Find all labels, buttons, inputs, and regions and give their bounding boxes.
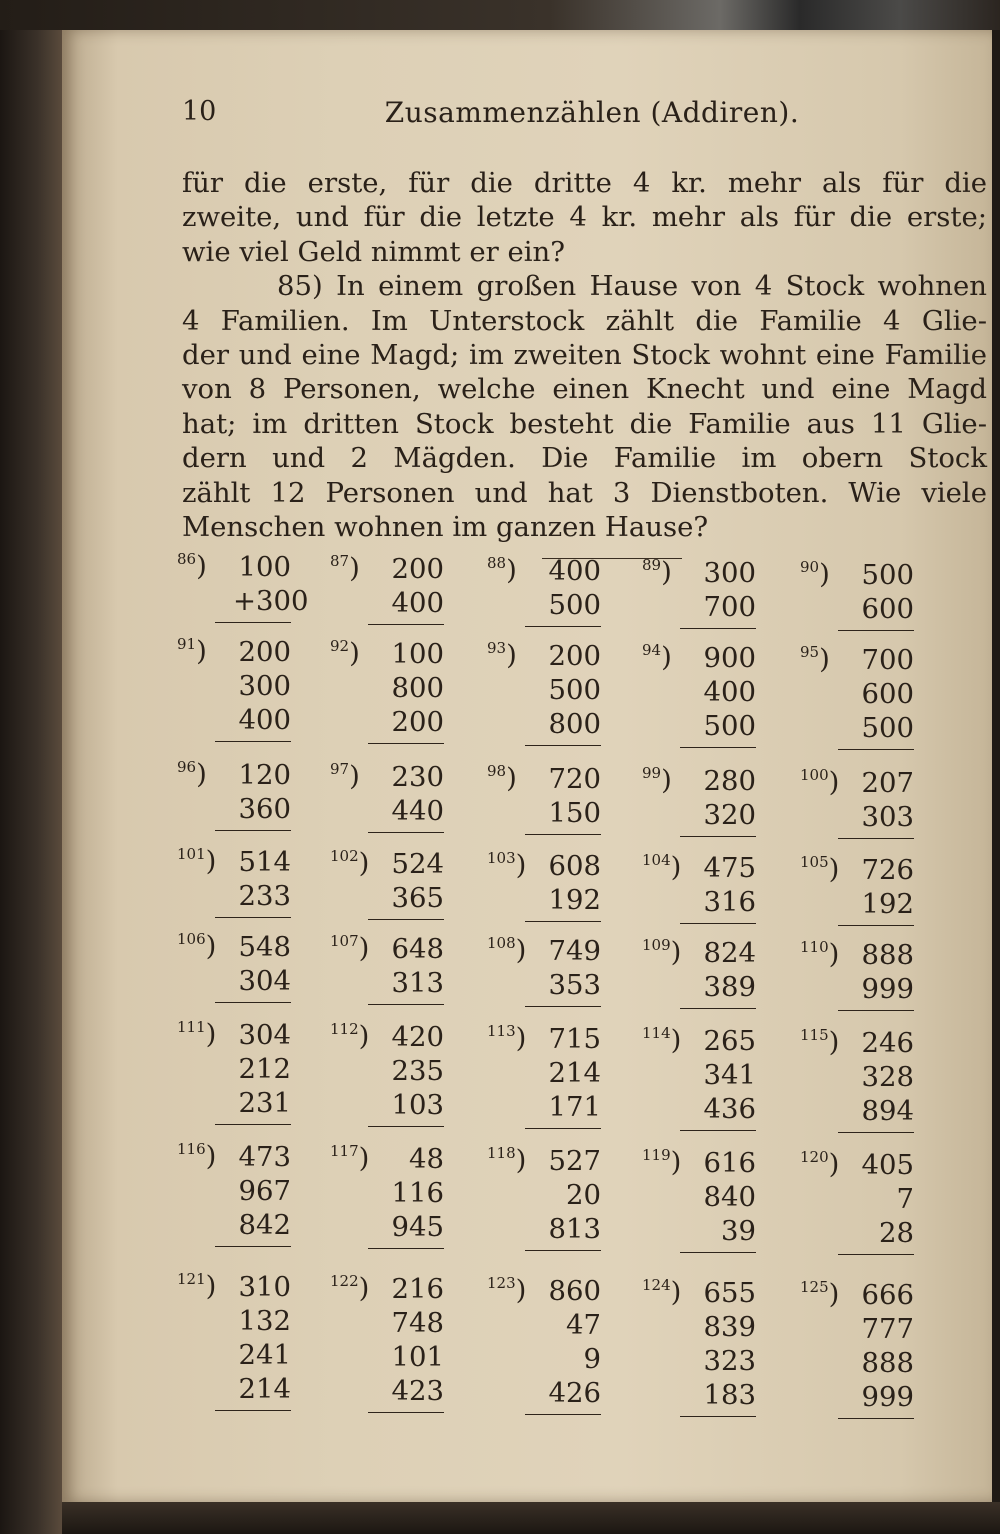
addend: 715	[548, 1023, 601, 1055]
addend: 303	[861, 801, 914, 833]
sum-rule	[368, 1248, 444, 1249]
addend: +300	[233, 585, 309, 617]
problem-number: $^{97}$)	[330, 760, 360, 792]
problem-number: $^{112}$)	[330, 1020, 370, 1052]
addend: 749	[548, 935, 601, 967]
book-bottom-edge	[62, 1502, 1000, 1534]
problem-number: $^{121}$)	[177, 1270, 217, 1302]
sum-rule	[680, 1252, 756, 1253]
addend: 47	[566, 1309, 601, 1341]
problem-addends	[856, 1026, 914, 1128]
sum-rule	[215, 1124, 291, 1125]
problem-addends	[856, 766, 914, 834]
problem-number: $^{108}$)	[487, 934, 527, 966]
addend: 436	[703, 1093, 756, 1125]
addend: 500	[548, 589, 601, 621]
problem-number: $^{113}$)	[487, 1022, 527, 1054]
sum-rule	[215, 917, 291, 918]
addend: 666	[861, 1279, 914, 1311]
sum-rule	[215, 1410, 291, 1411]
sum-rule	[368, 624, 444, 625]
sum-rule	[525, 834, 601, 835]
addend: 500	[548, 674, 601, 706]
addend: 231	[238, 1087, 291, 1119]
addend: 7	[896, 1183, 914, 1215]
sum-rule	[838, 1132, 914, 1133]
addend: 101	[391, 1341, 444, 1373]
addend: 616	[703, 1147, 756, 1179]
addend: 475	[703, 852, 756, 884]
addend: 655	[703, 1277, 756, 1309]
problem-addends	[856, 558, 914, 626]
problem-number: $^{104}$)	[642, 851, 682, 883]
addend: 473	[238, 1141, 291, 1173]
addend: 839	[703, 1311, 756, 1343]
problem-addends	[856, 1148, 914, 1250]
addend: 700	[861, 644, 914, 676]
problem-number: $^{98}$)	[487, 762, 517, 794]
addend: 313	[391, 967, 444, 999]
sum-rule	[838, 925, 914, 926]
problem-number: $^{118}$)	[487, 1144, 527, 1176]
addend: 888	[861, 1347, 914, 1379]
addend: 600	[861, 593, 914, 625]
problem-number: $^{93}$)	[487, 639, 517, 671]
problem-addends	[543, 1144, 601, 1246]
addend: 265	[703, 1025, 756, 1057]
problem-number: $^{125}$)	[800, 1278, 840, 1310]
book-page	[62, 30, 992, 1502]
text-line: Menschen wohnen im ganzen Hause?	[182, 511, 709, 544]
sum-rule	[368, 743, 444, 744]
text-line: von 8 Personen, welche einen Knecht und eine Magd	[182, 373, 987, 406]
problem-addends	[698, 1024, 756, 1126]
addend: 748	[391, 1307, 444, 1339]
problem-number: $^{91}$)	[177, 635, 207, 667]
problem-number: $^{89}$)	[642, 556, 672, 588]
addend: 800	[548, 708, 601, 740]
sum-rule	[680, 1008, 756, 1009]
problem-addends	[543, 762, 601, 830]
problem-addends	[386, 1020, 444, 1122]
text-line: wie viel Geld nimmt er ein?	[182, 235, 566, 268]
problem-addends	[386, 552, 444, 620]
addend: 400	[391, 587, 444, 619]
problem-addends	[233, 930, 291, 998]
sum-rule	[525, 745, 601, 746]
problem-number: $^{99}$)	[642, 764, 672, 796]
sum-rule	[215, 741, 291, 742]
problem-addends	[698, 936, 756, 1004]
addend: 116	[391, 1177, 444, 1209]
addend: 726	[861, 854, 914, 886]
addend: 420	[391, 1021, 444, 1053]
problem-number: $^{115}$)	[800, 1026, 840, 1058]
addend: 100	[391, 638, 444, 670]
problem-number: $^{123}$)	[487, 1274, 527, 1306]
problem-number: $^{117}$)	[330, 1142, 370, 1174]
problem-number: $^{114}$)	[642, 1024, 682, 1056]
addend: 999	[861, 1381, 914, 1413]
problem-addends	[698, 641, 756, 743]
addend: 316	[703, 886, 756, 918]
addend: 171	[548, 1091, 601, 1123]
addend: 888	[861, 939, 914, 971]
addend: 600	[861, 678, 914, 710]
addend: 524	[391, 848, 444, 880]
addend: 360	[238, 793, 291, 825]
addend: 945	[391, 1211, 444, 1243]
book-spine	[0, 30, 62, 1534]
problem-addends	[698, 764, 756, 832]
addend: 353	[548, 969, 601, 1001]
addend: 900	[703, 642, 756, 674]
problem-addends	[856, 853, 914, 921]
addend: 200	[391, 706, 444, 738]
page-number: 10	[182, 96, 217, 127]
addend: 860	[548, 1275, 601, 1307]
addend: 423	[391, 1375, 444, 1407]
addend: 241	[238, 1339, 291, 1371]
problem-addends	[543, 1022, 601, 1124]
sum-rule	[525, 1414, 601, 1415]
sum-rule	[525, 1006, 601, 1007]
addend: 39	[721, 1215, 756, 1247]
addend: 214	[238, 1373, 291, 1405]
addend: 150	[548, 797, 601, 829]
addend: 9	[583, 1343, 601, 1375]
problem-addends	[233, 635, 291, 737]
sum-rule	[368, 1004, 444, 1005]
addend: 648	[391, 933, 444, 965]
addend: 500	[703, 710, 756, 742]
problem-number: $^{122}$)	[330, 1272, 370, 1304]
addend: 192	[548, 884, 601, 916]
addend: 100	[238, 551, 291, 583]
addend: 300	[703, 557, 756, 589]
text-line: zählt 12 Personen und hat 3 Dienstboten. Wie viele	[182, 476, 987, 509]
problem-addends	[698, 851, 756, 919]
addend: 500	[861, 712, 914, 744]
addend: 700	[703, 591, 756, 623]
addend: 233	[238, 880, 291, 912]
problem-number: $^{86}$)	[177, 550, 207, 582]
problem-addends	[856, 1278, 914, 1414]
text-line: dern und 2 Mägden. Die Familie im obern Stock	[182, 442, 987, 475]
problem-addends	[543, 554, 601, 622]
addend: 500	[861, 559, 914, 591]
sum-rule	[680, 747, 756, 748]
problem-number: $^{95}$)	[800, 643, 830, 675]
sum-rule	[525, 1128, 601, 1129]
problem-addends	[698, 556, 756, 624]
addend: 280	[703, 765, 756, 797]
addend: 999	[861, 973, 914, 1005]
addition-problems	[62, 30, 992, 1502]
addend: 192	[861, 888, 914, 920]
problem-number: $^{111}$)	[177, 1018, 217, 1050]
sum-rule	[525, 921, 601, 922]
sum-rule	[680, 836, 756, 837]
addend: 48	[409, 1143, 444, 1175]
addend: 967	[238, 1175, 291, 1207]
addend: 120	[238, 759, 291, 791]
problem-number: $^{90}$)	[800, 558, 830, 590]
addend: 514	[238, 846, 291, 878]
problem-number: $^{87}$)	[330, 552, 360, 584]
problem-number: $^{100}$)	[800, 766, 840, 798]
addend: 389	[703, 971, 756, 1003]
problem-addends	[233, 550, 309, 618]
addend: 214	[548, 1057, 601, 1089]
problem-number: $^{103}$)	[487, 849, 527, 881]
addend: 842	[238, 1209, 291, 1241]
sum-rule	[525, 626, 601, 627]
problem-addends	[386, 1142, 444, 1244]
problem-number: $^{101}$)	[177, 845, 217, 877]
addend: 608	[548, 850, 601, 882]
problem-addends	[543, 1274, 601, 1410]
problem-number: $^{120}$)	[800, 1148, 840, 1180]
text-line: 4 Familien. Im Unterstock zählt die Familie 4 Glie-	[182, 304, 987, 337]
addend: 527	[548, 1145, 601, 1177]
addend: 310	[238, 1271, 291, 1303]
problem-addends	[386, 760, 444, 828]
book-binding-top	[0, 0, 1000, 30]
addend: 720	[548, 763, 601, 795]
addend: 824	[703, 937, 756, 969]
problem-addends	[856, 643, 914, 745]
addend: 548	[238, 931, 291, 963]
running-title: Zusammenzählen (Addiren).	[384, 96, 800, 129]
text-line: hat; im dritten Stock besteht die Familie aus 11 Glie-	[182, 407, 987, 440]
addend: 200	[238, 636, 291, 668]
problem-number: $^{109}$)	[642, 936, 682, 968]
problem-number: $^{94}$)	[642, 641, 672, 673]
problem-number: $^{106}$)	[177, 930, 217, 962]
addend: 365	[391, 882, 444, 914]
addend: 300	[238, 670, 291, 702]
problem-number: $^{116}$)	[177, 1140, 217, 1172]
sum-rule	[215, 622, 291, 623]
addend: 323	[703, 1345, 756, 1377]
sum-rule	[215, 1002, 291, 1003]
problem-addends	[698, 1146, 756, 1248]
problem-number: $^{102}$)	[330, 847, 370, 879]
problem-number: $^{88}$)	[487, 554, 517, 586]
problem-addends	[233, 845, 291, 913]
addend: 320	[703, 799, 756, 831]
addend: 132	[238, 1305, 291, 1337]
addend: 341	[703, 1059, 756, 1091]
problem-addends	[386, 637, 444, 739]
problem-addends	[233, 1140, 291, 1242]
problem-number: $^{96}$)	[177, 758, 207, 790]
problem-addends	[543, 639, 601, 741]
problem-addends	[543, 934, 601, 1002]
addend: 103	[391, 1089, 444, 1121]
problem-number: $^{119}$)	[642, 1146, 682, 1178]
sum-rule	[368, 1126, 444, 1127]
problem-addends	[386, 932, 444, 1000]
problem-number: $^{124}$)	[642, 1276, 682, 1308]
sum-rule	[368, 1412, 444, 1413]
problem-addends	[698, 1276, 756, 1412]
problem-addends	[856, 938, 914, 1006]
addend: 235	[391, 1055, 444, 1087]
addend: 212	[238, 1053, 291, 1085]
sum-rule	[838, 1254, 914, 1255]
addend: 813	[548, 1213, 601, 1245]
addend: 800	[391, 672, 444, 704]
sum-rule	[368, 919, 444, 920]
sum-rule	[525, 1250, 601, 1251]
sum-rule	[838, 749, 914, 750]
addend: 304	[238, 965, 291, 997]
addend: 426	[548, 1377, 601, 1409]
sum-rule	[680, 628, 756, 629]
sum-rule	[680, 1416, 756, 1417]
sum-rule	[368, 832, 444, 833]
addend: 20	[566, 1179, 601, 1211]
sum-rule	[838, 838, 914, 839]
addend: 400	[548, 555, 601, 587]
addend: 840	[703, 1181, 756, 1213]
text-line: 85) In einem großen Hause von 4 Stock wohnen	[277, 270, 987, 303]
problem-number: $^{92}$)	[330, 637, 360, 669]
sum-rule	[838, 1010, 914, 1011]
sum-rule	[680, 1130, 756, 1131]
addend: 304	[238, 1019, 291, 1051]
problem-addends	[233, 758, 291, 826]
addend: 405	[861, 1149, 914, 1181]
sum-rule	[215, 830, 291, 831]
sum-rule	[215, 1246, 291, 1247]
problem-addends	[386, 1272, 444, 1408]
text-line: zweite, und für die letzte 4 kr. mehr als für die erste;	[182, 201, 987, 234]
problem-addends	[233, 1018, 291, 1120]
problem-addends	[543, 849, 601, 917]
addend: 400	[703, 676, 756, 708]
addend: 200	[391, 553, 444, 585]
text-line: der und eine Magd; im zweiten Stock wohnt eine Familie	[182, 339, 987, 372]
addend: 440	[391, 795, 444, 827]
problem-number: $^{105}$)	[800, 853, 840, 885]
addend: 894	[861, 1095, 914, 1127]
addend: 328	[861, 1061, 914, 1093]
addend: 183	[703, 1379, 756, 1411]
problem-number: $^{110}$)	[800, 938, 840, 970]
sum-rule	[838, 630, 914, 631]
addend: 200	[548, 640, 601, 672]
addend: 777	[861, 1313, 914, 1345]
addend: 246	[861, 1027, 914, 1059]
addend: 28	[879, 1217, 914, 1249]
sum-rule	[838, 1418, 914, 1419]
addend: 216	[391, 1273, 444, 1305]
addend: 230	[391, 761, 444, 793]
addend: 207	[861, 767, 914, 799]
problem-addends	[233, 1270, 291, 1406]
addend: 400	[238, 704, 291, 736]
problem-addends	[386, 847, 444, 915]
problem-number: $^{107}$)	[330, 932, 370, 964]
sum-rule	[680, 923, 756, 924]
text-line: für die erste, für die dritte 4 kr. mehr als für die	[182, 167, 987, 199]
